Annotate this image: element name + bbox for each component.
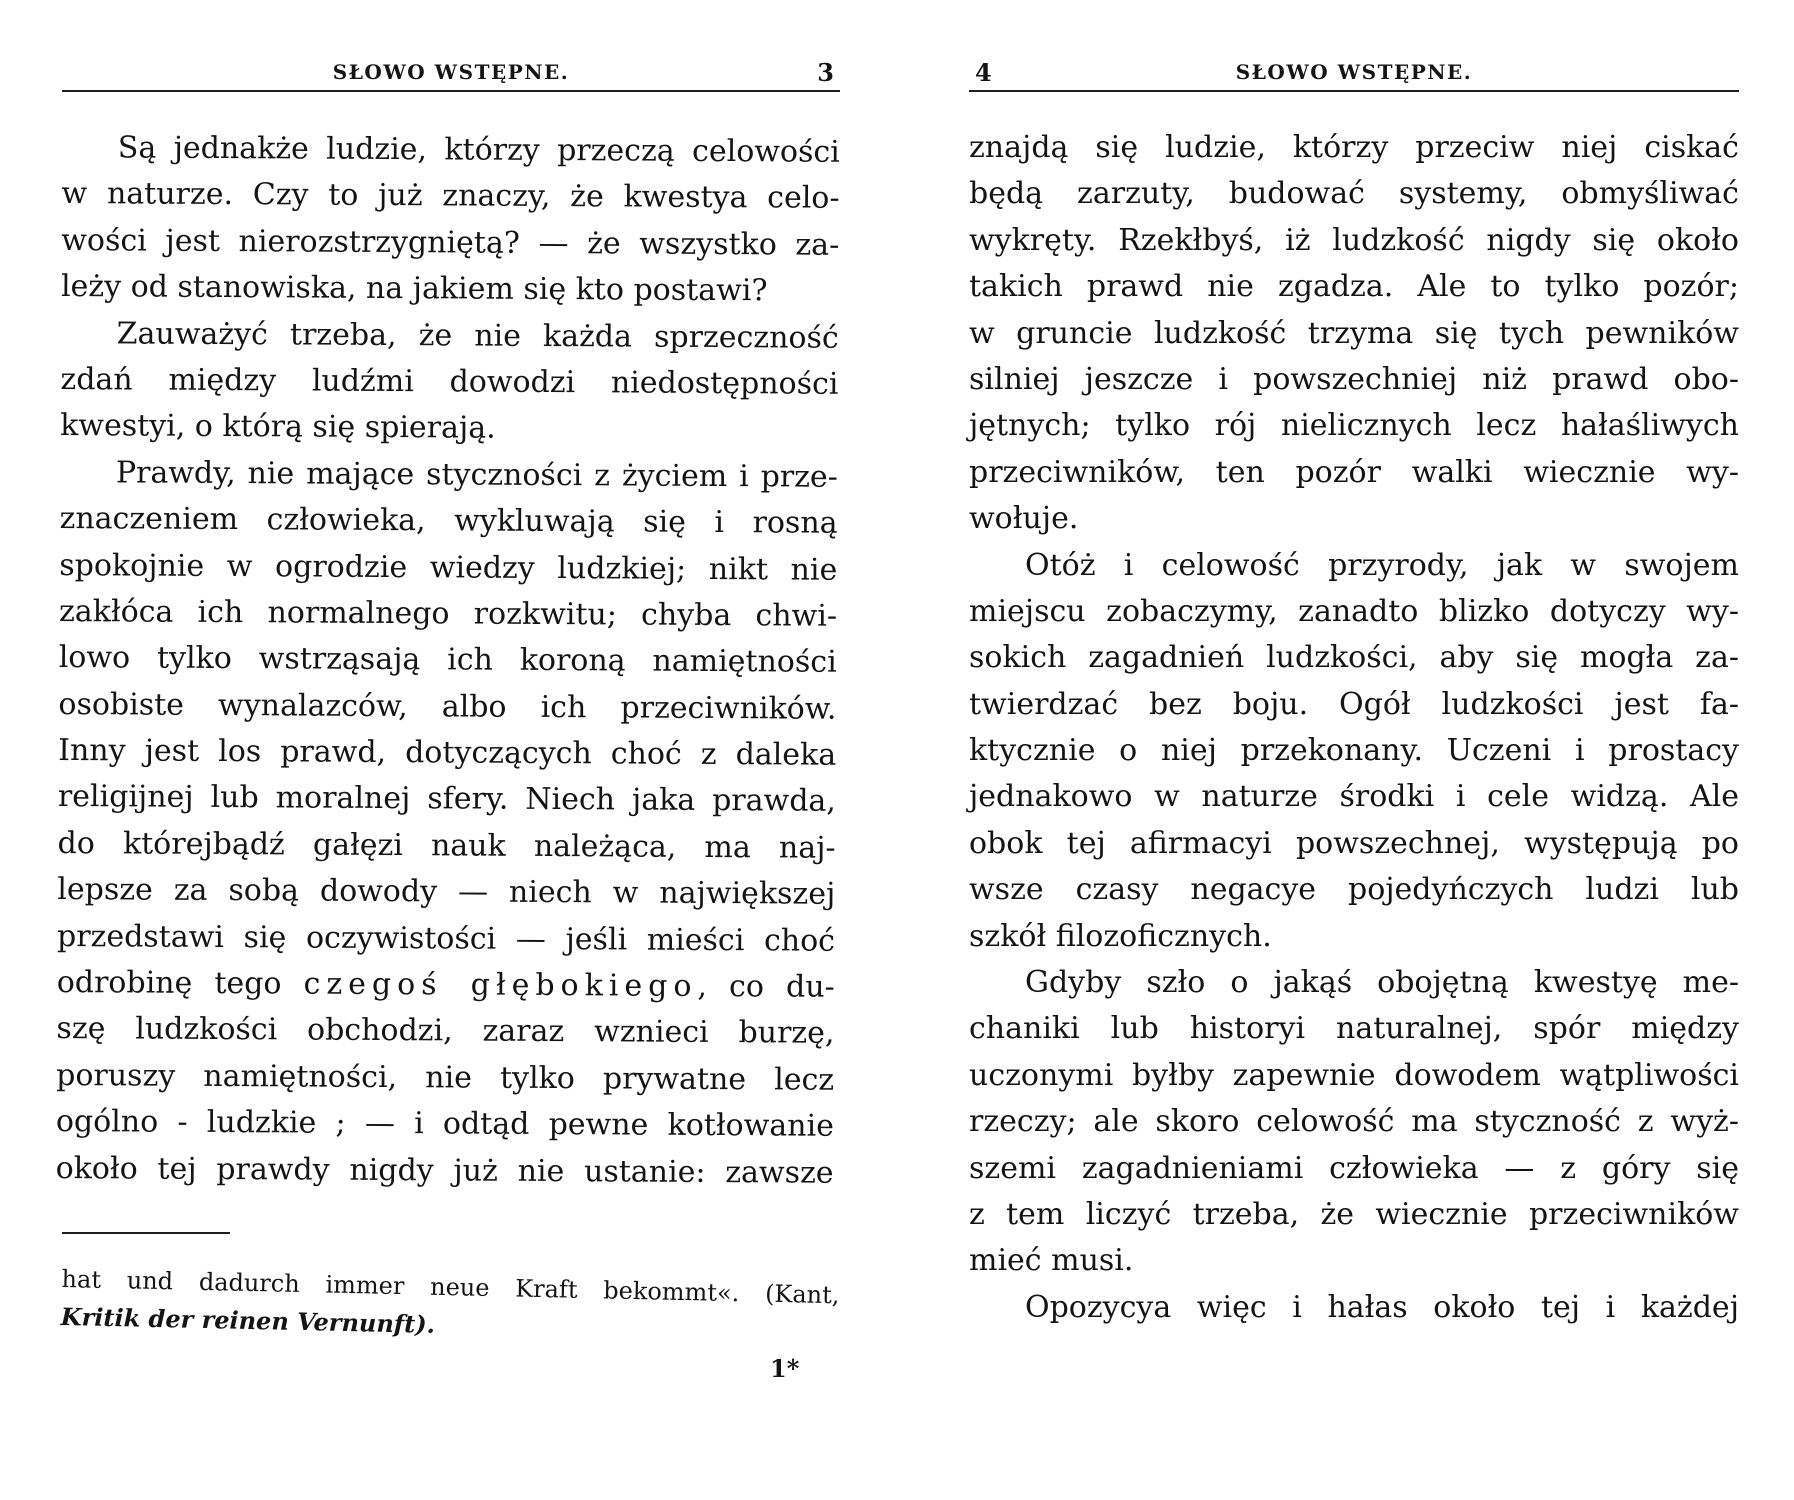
text-line: takich prawd nie zgadza. Ale to tylko pozór; — [969, 269, 1739, 305]
text-line: chaniki lub historyi naturalnej, spór między — [969, 1011, 1739, 1047]
right-body-text — [969, 125, 1739, 1331]
left-running-head — [62, 52, 840, 92]
text-line: Otóż i celowość przyrody, jak w swojem — [1025, 547, 1739, 583]
text-line: twierdzać bez boju. Ogół ludzkości jest fa- — [969, 686, 1739, 722]
text-line: silniej jeszcze i powszechniej niż prawd obo- — [969, 361, 1739, 397]
right-page — [897, 0, 1794, 1500]
text-line: znajdą się ludzie, którzy przeciw niej ciskać — [969, 130, 1739, 165]
left-body-text — [55, 125, 840, 1197]
right-running-head — [969, 52, 1739, 92]
text-line: kwestyi, o którą się spierają. — [60, 408, 496, 446]
text-line: wołuje. — [969, 501, 1079, 537]
text-line: osobiste wynalazców, albo ich przeciwników. — [58, 686, 837, 727]
footnote-line: hat und dadurch immer neue Kraft bekommt«. (Kant, — [61, 1264, 840, 1310]
spaced-line-after: , co du- — [697, 968, 835, 1005]
text-line: uczonymi byłby zapewnie dowodem wątpliwości — [969, 1057, 1739, 1093]
text-line: Inny jest los prawd, dotyczących choć z daleka — [58, 733, 837, 773]
footnote-line-italic: Kritik der reinen Vernunft). — [60, 1301, 436, 1339]
text-line: Zauważyć trzeba, że nie każda sprzeczność — [116, 315, 839, 356]
footnote-rule — [62, 1232, 230, 1234]
text-line: wości jest nierozstrzygniętą? — że wszystko za- — [61, 222, 840, 263]
text-line: leży od stanowiska, na jakiem się kto postawi? — [60, 269, 768, 309]
text-line: Są jednakże ludzie, którzy przeczą celowości — [117, 130, 840, 170]
text-line: Opozycya więc i hałas około tej i każdej — [1025, 1289, 1739, 1325]
text-line: poruszy namiętności, nie tylko prywatne lecz — [56, 1057, 835, 1098]
text-line: z tem liczyć trzeba, że wiecznie przeciwników — [969, 1196, 1739, 1232]
spaced-emphasis: czegoś głębokiego — [303, 966, 698, 1004]
text-line: będą zarzuty, budować systemy, obmyśliwać — [969, 176, 1739, 212]
text-line: lowo tylko wstrząsają ich koroną namiętności — [58, 640, 837, 681]
text-line: miejscu zobaczymy, zanadto blizko dotyczy wy- — [969, 593, 1739, 629]
text-line: ktycznie o niej przekonany. Uczeni i prostacy — [969, 733, 1739, 769]
right-header-rule — [969, 90, 1739, 92]
spaced-line-before: odrobinę tego — [56, 965, 304, 1002]
text-line: Gdyby szło o jakąś obojętną kwestyę me- — [1025, 965, 1739, 1001]
text-line: wykręty. Rzekłbyś, iż ludzkość nigdy się około — [969, 222, 1739, 258]
footnote — [60, 1260, 839, 1352]
text-line: obok tej afirmacyi powszechnej, występują po — [969, 825, 1739, 861]
text-line: zdań między ludźmi dowodzi niedostępności — [60, 361, 839, 402]
text-line: religijnej lub moralnej sfery. Niech jaka prawda, — [57, 779, 836, 820]
text-line: szkół filozoficznych. — [969, 918, 1272, 954]
left-running-title: SŁOWO WSTĘPNE. — [332, 60, 570, 84]
text-line: spokojnie w ogrodzie wiedzy ludzkiej; nikt nie — [59, 547, 838, 588]
text-line: przedstawi się oczywistości — jeśli mieści choć — [56, 918, 836, 959]
text-line: jętnych; tylko rój nielicznych lecz hałaśliwych — [969, 408, 1739, 444]
left-header-rule — [62, 90, 840, 92]
text-line: mieć musi. — [969, 1243, 1134, 1279]
text-line: lepsze za sobą dowody — niech w największej — [57, 872, 836, 912]
text-line: przeciwników, ten pozór walki wiecznie wy- — [969, 454, 1739, 490]
text-line: szemi zagadnieniami człowieka — z góry się — [969, 1150, 1739, 1186]
left-page-number: 3 — [817, 58, 834, 87]
text-line: w gruncie ludzkość trzyma się tych pewników — [969, 315, 1739, 351]
right-running-title: SŁOWO WSTĘPNE. — [1235, 60, 1473, 84]
right-page-number: 4 — [975, 58, 992, 87]
text-line: zakłóca ich normalnego rozkwitu; chyba chwi- — [58, 593, 838, 634]
text-line-spaced — [57, 960, 835, 1011]
text-line: wsze czasy negacye pojedyńczych ludzi lub — [969, 872, 1739, 908]
text-line: do którejbądź gałęzi nauk należąca, ma naj- — [57, 825, 836, 866]
text-line: rzeczy; ale skoro celowość ma styczność z wyż- — [969, 1104, 1739, 1140]
text-line: znaczeniem człowieka, wykluwają się i rosną — [59, 501, 838, 541]
text-line: szę ludzkości obchodzi, zaraz wznieci burzę, — [56, 1011, 835, 1052]
text-line: około tej prawdy nigdy już nie ustanie: zawsze — [55, 1150, 834, 1191]
text-line: w naturze. Czy to już znaczy, że kwestya celo- — [61, 176, 840, 217]
signature-mark: 1* — [770, 1354, 800, 1383]
text-line: jednakowo w naturze środki i cele widzą. Ale — [969, 779, 1739, 815]
text-line: Prawdy, nie mające styczności z życiem i prze- — [115, 455, 838, 495]
text-line: sokich zagadnień ludzkości, aby się mogła za- — [969, 640, 1739, 676]
text-line: ogólno - ludzkie ; — i odtąd pewne kotłowanie — [55, 1104, 835, 1144]
